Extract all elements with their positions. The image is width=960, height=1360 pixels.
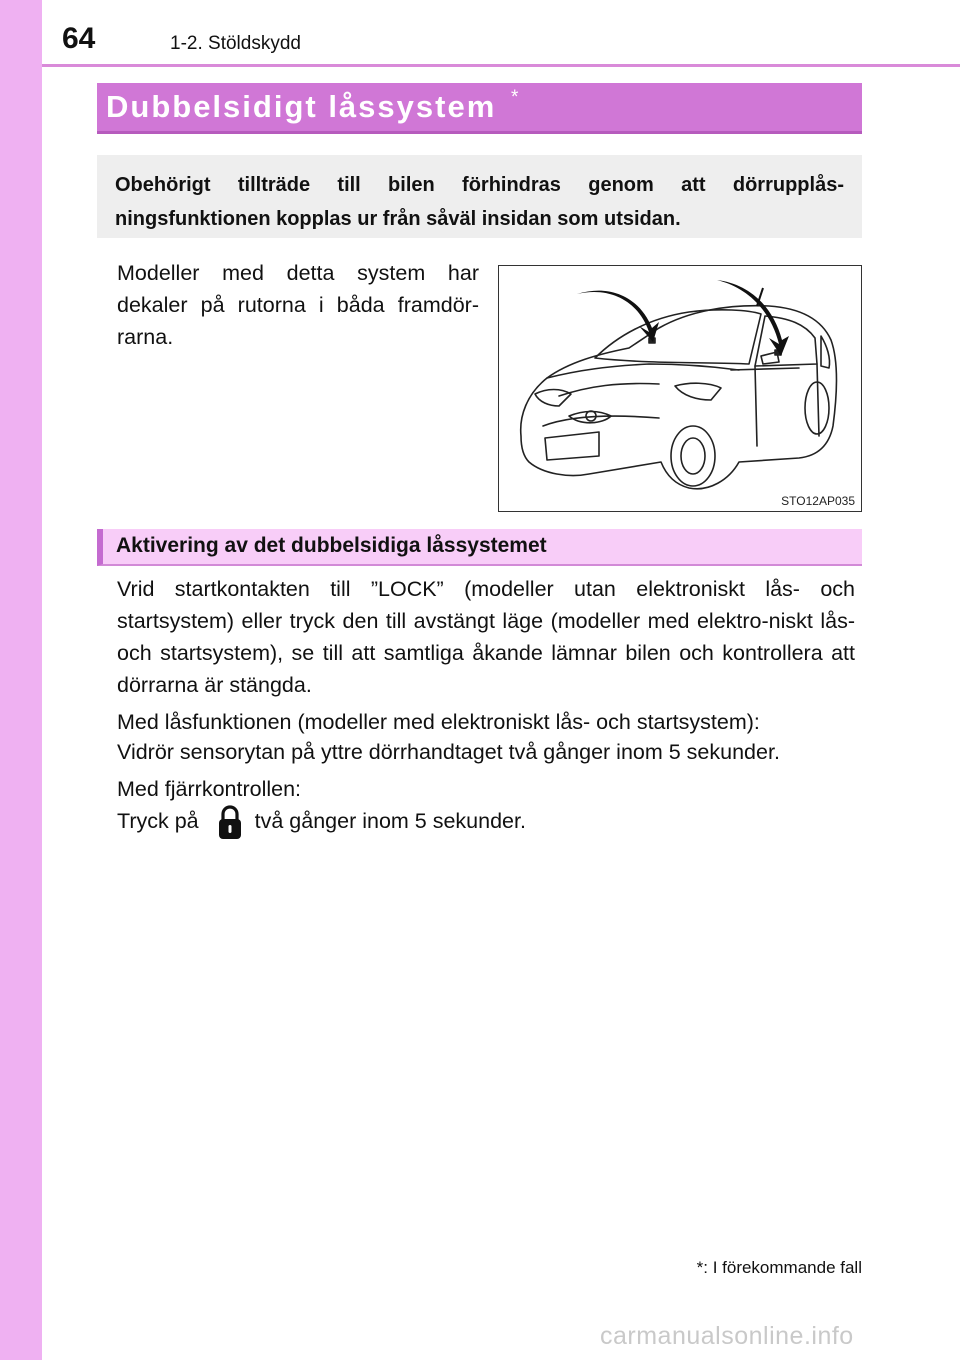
section-breadcrumb: 1-2. Stöldskydd [170, 33, 301, 54]
remote-suffix: två gånger inom 5 sekunder. [254, 809, 526, 833]
car-illustration-figure [498, 265, 862, 512]
page-title: Dubbelsidigt låssystem [106, 89, 497, 124]
models-note: Modeller med detta system har dekaler på rutorna i båda framdör-rarna. [117, 261, 479, 349]
subsection-bar [97, 529, 862, 566]
site-watermark: carmanualsonline.info [600, 1322, 854, 1350]
title-footnote-marker: * [511, 87, 519, 108]
remote-prefix: Tryck på [117, 809, 199, 833]
intro-summary: Obehörigt tillträde till bilen förhindras genom att dörrupplås-ningsfunktionen kopplas ur från såväl insidan som utsidan. [97, 155, 862, 238]
footnote-text: : I förekommande fall [703, 1258, 862, 1277]
remote-line-1: Med fjärrkontrollen: [117, 777, 302, 801]
lock-function-line-1: Med låsfunktionen (modeller med elektroniskt lås- och startsystem): [117, 710, 760, 734]
car-illustration [499, 266, 861, 511]
remote-line-2 [117, 804, 526, 840]
page-title-bar [97, 83, 862, 134]
footnote [697, 1258, 862, 1278]
lock-function-line-2: Vidrör sensorytan på yttre dörrhandtaget två gånger inom 5 sekunder. [117, 740, 780, 764]
subsection-title: Aktivering av det dubbelsidiga låssystemet [116, 534, 547, 557]
page-number: 64 [62, 22, 96, 55]
side-tab-strip [0, 0, 42, 1360]
figure-id: STO12AP035 [781, 494, 855, 508]
activation-step-ignition: Vrid startkontakten till ”LOCK” (modeller utan elektroniskt lås- och startsystem) eller tryck den till avstängt läge (modeller med elektro-niskt lås- och startsystem), se till att samtliga åkande lämnar bilen och kontrollera att dörrarna är stängda. [117, 577, 855, 697]
lock-icon [217, 804, 243, 840]
footnote-marker: * [696, 1258, 704, 1277]
header-divider [42, 64, 960, 67]
